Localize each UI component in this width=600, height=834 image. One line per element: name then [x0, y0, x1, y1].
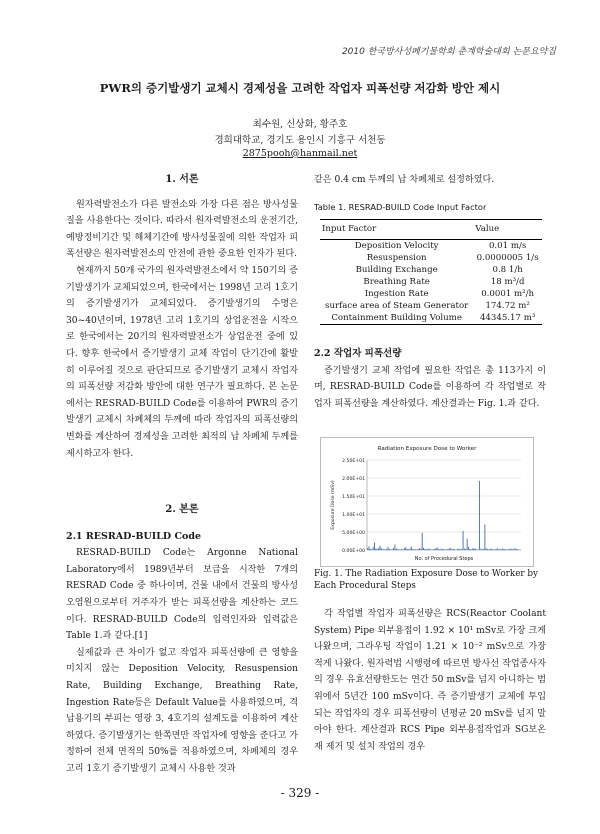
bar [419, 548, 420, 550]
subsection-2-1-paragraph-1: RESRAD-BUILD Code는 Argonne National Laboratory에서 1989년부터 보급을 시작한 7개의 RESRAD Code 중 하나이며, 건물 내에서 건물의 방사성오염원으로부터 거주자가 받는 피폭선량을 계산하는 코드이다. RESRAD-BUILD Code의 입력인자와 입력값은 Table 1.과 같다.[1] [66, 548, 298, 642]
table-cell-value: 0.0000005 1/s [476, 252, 539, 263]
bar [394, 545, 395, 550]
bar [370, 549, 371, 550]
bar [498, 549, 499, 550]
page-number: - 329 - [280, 786, 320, 800]
table-row [320, 276, 542, 288]
figure-caption: Fig. 1. The Radiation Exposure Dose to Worker by Each Procedural Steps [314, 569, 539, 591]
subsection-2-2-paragraph-1: 증기발생기 교체 작업에 필요한 작업은 총 113가지 이며, RESRAD-BUILD Code를 이용하여 각 작업별로 작업자 피폭선량을 계산하였다. 계산결과는 Fig. 1.과 같다. [314, 365, 546, 409]
bar [469, 549, 470, 550]
bar [401, 549, 402, 550]
bar [424, 549, 425, 550]
table-cell-factor: Resuspension [366, 252, 427, 263]
bar [501, 549, 502, 550]
bar [435, 548, 436, 550]
y-tick-label: 0.00E+00 [342, 548, 365, 554]
bar [463, 531, 464, 550]
bar [461, 549, 462, 550]
bar [514, 548, 515, 550]
input-factor-table [320, 219, 542, 325]
y-axis-label: Exposure Dose (mSv) [331, 480, 336, 530]
bar [472, 549, 473, 550]
bar [502, 549, 503, 550]
table-row [320, 264, 542, 276]
right-column-lower [314, 606, 546, 755]
bar [371, 549, 372, 550]
bar [491, 549, 492, 550]
table-row [320, 288, 542, 300]
y-tick-label: 2.00E+01 [342, 476, 365, 482]
bar [480, 549, 481, 550]
bar [509, 549, 510, 550]
bar [465, 549, 466, 550]
bar [449, 549, 450, 550]
bar [448, 549, 449, 550]
bar [446, 549, 447, 550]
bar [459, 549, 460, 550]
subsection-2-1-heading: 2.1 RESRAD-BUILD Code [66, 530, 202, 542]
bar [396, 549, 397, 550]
bar [454, 549, 455, 550]
section-1-paragraph-2: 현재까지 50개 국가의 원자력발전소에서 약 150기의 증기발생기가 교체되었으며, 한국에서는 1998년 고리 1호기의 증기발생기가 교체되었다. 증기발생기의 수명은 30~40년이며, 1978년 고리 1호기의 상업운전을 시작으로 한국에서는 20기의 원자력발전소가 상업운전 중에 있다. 향후 한국에서 증기발생기 교체 작업이 단기간에 활발히 이루어질 것으로 판단되므로 증기발생기 교체시 작업자의 피폭선량 저감화 방안에 대한 연구가 필요하다. 본 논문에서는 RESRAD-BUILD Code를 이용하여 PWR의 증기발생기 교체시 차폐체의 두께에 따라 작업자의 피폭선량의 변화를 계산하여 경제성을 고려한 최적의 납 차폐체 두께를 제시하고자 한다. [66, 265, 298, 459]
affiliation: 경희대학교, 경기도 용인시 기흥구 서천동 [214, 135, 386, 146]
table-cell-value: 44345.17 m³ [473, 312, 542, 325]
table-row [320, 312, 542, 325]
bar [483, 549, 484, 550]
table-cell-value: 0.0001 m²/h [481, 288, 535, 299]
bar [430, 549, 431, 550]
email-link[interactable]: 2875pooh@hanmail.net [242, 148, 358, 159]
bar [379, 546, 380, 550]
bar [418, 549, 419, 550]
bar [487, 549, 488, 550]
subsection-2-1-body [66, 545, 298, 777]
bar [475, 549, 476, 550]
bar [429, 549, 430, 550]
bar [516, 549, 517, 550]
x-axis-label: No. of Procedural Steps [414, 556, 474, 562]
bar [503, 549, 504, 550]
running-head: 2010 한국방사성폐기물학회 춘계학술대회 논문요약집 [341, 47, 556, 57]
bar [499, 549, 500, 550]
bar [403, 549, 404, 550]
bar [489, 549, 490, 550]
bar [388, 547, 389, 550]
subsection-2-2-paragraph-2: 각 작업별 작업자 피폭선량은 RCS(Reactor Coolant System) Pipe 외부용접이 1.92 × 10¹ mSv로 가장 크게 나왔으며, 그라우팅 작업이 1.21 × 10⁻² mSv으로 가장 적게 나왔다. 원자력법 시행령에 따르면 방사선 작업종사자의 경우 유효선량한도는 연간 50 mSv를 넘지 아니하는 범위에서 5년간 100 mSv이다. 즉 증기발생기 교체에 투입되는 작업자의 경우 피폭선량이 년평균 20 mSv를 넘지 말아야 한다. 계산결과 RCS Pipe 외부용접작업과 SG보온재 제거 및 설치 작업의 경우 [314, 609, 546, 752]
bar [493, 549, 494, 550]
subsection-2-2-heading: 2.2 작업자 피폭선량 [314, 348, 402, 359]
bar [467, 538, 468, 550]
section-1-paragraph-1: 원자력발전소가 다른 발전소와 가장 다른 점은 방사성물질을 사용한다는 것이다. 따라서 원자력발전소의 운전기간, 예방정비기간 및 해체기간에 방사성물질에 의한 작업자 피폭선량은 원자력발전소의 안전에 관한 중요한 인자가 된다. [66, 199, 298, 260]
bar [441, 549, 442, 550]
section-2-heading: 2. 본론 [165, 504, 199, 515]
subsection-2-1-paragraph-2: 실제값과 큰 차이가 없고 작업자 피폭선량에 큰 영향을 미치지 않는 Deposition Velocity, Resuspension Rate, Building Exchange, Breathing Rate, Ingestion Rate등은 Default Value를 사용하였으며, 격납용기의 부피는 영광 3, 4호기의 설계도를 이용하여 계산하였다. 증기발생기는 한쪽면만 작업자에 영향을 준다고 가정하여 전체 면적의 50%를 적용하였으며, 차폐체의 경우 고리 1호기 증기발생기 교체시 사용한 것과 [66, 647, 298, 774]
bar [404, 548, 405, 550]
bar [415, 549, 416, 550]
bar [414, 549, 415, 550]
paper-title: PWR의 증기발생기 교체시 경제성을 고려한 작업자 피폭선량 저감화 방안 제시 [99, 81, 501, 95]
right-column-top [314, 172, 546, 325]
y-tick-label: 1.50E+01 [342, 494, 365, 500]
table-cell-factor: Containment Building Volume [320, 312, 473, 325]
bar [510, 549, 511, 550]
bar [412, 549, 413, 550]
bar [381, 548, 382, 550]
bar [482, 549, 483, 550]
left-column-lower [66, 502, 298, 778]
bar [382, 549, 383, 550]
bar [386, 549, 387, 550]
bar [476, 549, 477, 550]
table-row [320, 239, 542, 252]
bar [486, 548, 487, 550]
bar [378, 548, 379, 550]
bar [427, 549, 428, 550]
bar [444, 549, 445, 550]
table-row [320, 252, 542, 264]
bar [437, 547, 438, 550]
chart-title: Radiation Exposure Dose to Worker [377, 446, 477, 452]
table-cell-factor: Ingestion Rate [364, 288, 429, 299]
bar [389, 549, 390, 550]
bar [409, 549, 410, 550]
table-cell-factor: Building Exchange [355, 264, 438, 275]
bar [390, 549, 391, 550]
table-header-factor: Input Factor [320, 220, 473, 240]
section-1-heading: 1. 서론 [165, 174, 199, 185]
y-tick-label: 5.00E+00 [342, 530, 365, 536]
bar [453, 549, 454, 550]
subsection-2-2-body [314, 363, 546, 413]
bar [369, 546, 370, 550]
bar [367, 548, 368, 550]
bar [397, 549, 398, 550]
table-cell-factor: Breathing Rate [363, 276, 430, 287]
table-cell-value: 0.01 m/s [488, 240, 527, 251]
bar [393, 548, 394, 550]
bar [497, 548, 498, 550]
bar [452, 549, 453, 550]
left-column [66, 172, 298, 462]
bar [392, 549, 393, 550]
bar [423, 548, 424, 550]
bar [405, 547, 406, 550]
bar [384, 549, 385, 550]
bar [479, 481, 480, 550]
bar [411, 546, 412, 550]
bar [474, 548, 475, 550]
bar [399, 549, 400, 550]
bar [505, 549, 506, 550]
table-cell-value: 18 m³/d [490, 276, 525, 287]
bar [377, 549, 378, 550]
bar [373, 547, 374, 550]
chart-svg [321, 438, 533, 566]
table-header-row [320, 220, 542, 240]
exposure-dose-chart [320, 437, 534, 567]
bar [407, 549, 408, 550]
section-1-body [66, 197, 298, 463]
table-cell-value: 174.72 m² [485, 300, 530, 311]
bar [460, 549, 461, 550]
bar [442, 549, 443, 550]
bar [457, 549, 458, 550]
table-caption: Table 1. RESRAD-BUILD Code Input Factor [314, 201, 487, 212]
bar [422, 533, 423, 550]
bar [408, 549, 409, 550]
subsection-2-2-body-cont [314, 606, 546, 755]
bar [438, 549, 439, 550]
bar [468, 547, 469, 550]
bar [374, 542, 375, 550]
bar [434, 549, 435, 550]
bar [375, 549, 376, 550]
bar [426, 549, 427, 550]
bar [490, 549, 491, 550]
bar [439, 549, 440, 550]
bar [433, 549, 434, 550]
bar [464, 549, 465, 550]
bar [420, 549, 421, 550]
bar [513, 549, 514, 550]
table-row [320, 300, 542, 312]
bar [450, 548, 451, 550]
bar [471, 549, 472, 550]
authors: 최수원, 신상화, 황주호 [252, 119, 348, 130]
bar [508, 549, 509, 550]
y-tick-label: 2.50E+01 [342, 458, 365, 464]
bar [517, 549, 518, 550]
right-column-mid [314, 346, 546, 412]
table-cell-factor: Deposition Velocity [354, 240, 439, 251]
table-header-value: Value [473, 220, 542, 240]
bar [484, 524, 485, 550]
bar [512, 549, 513, 550]
table-cell-factor: surface area of Steam Generator [325, 300, 469, 311]
bar [495, 549, 496, 550]
continued-text: 같은 0.4 cm 두께의 납 차폐체로 설정하였다. [314, 175, 495, 185]
y-tick-label: 1.00E+01 [342, 512, 365, 518]
table-cell-value: 0.8 1/h [492, 264, 523, 275]
